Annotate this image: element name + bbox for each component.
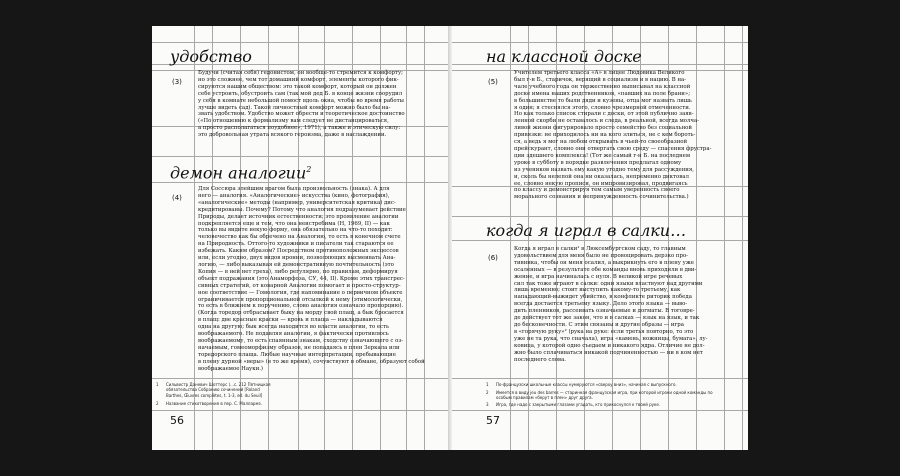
section-number: (4)	[172, 194, 182, 202]
footnote-3: 3 Игра, где надо с закрытыми глазами угадать, кто прикоснулся к твоей руке.	[486, 402, 661, 407]
section-heading-demon-analogii: демон аналогии$^2$	[170, 163, 312, 183]
page-number: 57	[486, 414, 500, 427]
grid-line-horizontal	[452, 378, 748, 379]
section-number: (3)	[172, 78, 182, 86]
footnote-1: 1 Сильвестр Даневич Шоттерс (...с. 212 Пятницкая обязательства Собранию сочинений [Roland Barthes, Œuvres complètes, t. 1-3, ed. du Seuil]	[156, 382, 271, 398]
grid-line-horizontal	[152, 156, 448, 157]
section-heading-kogda-ya-igral: когда я играл в салки…	[486, 221, 687, 240]
grid-line-horizontal	[152, 42, 448, 43]
grid-line-vertical	[742, 26, 743, 450]
section-number: (6)	[488, 254, 498, 262]
section-heading-na-klassnoy-doske: на классной доске	[486, 47, 642, 66]
section-body-udobstvo: Будучи (считая себя) гедонистом, он вообще-то стремится к комфорту; но это сложнее, чем тот домашний комфорт, элементы которого фик- сируются нашим обществом: это такой комфорт, который он должен себе устроить, обустроить сам (так мой дед Б. в конце жизни соорудил у себя в комнате небольшой помост вдоль окна, чтобы во время работы лучше видеть сад). Такой личностный комфорт можно было бы на- звать удобством. Удобство может обрести и теоретическое достоинство («По отношению к формализму вам следует не дистанцироваться, а просто располагаться поудобнее», 1971), а также и этическую силу: это добровольная утрата всякого героизма, даже в наслаждении.	[198, 70, 405, 139]
footnote-2: 2 Название стихотворения в пер. С. Маллармэ.	[156, 401, 262, 406]
section-heading-udobstvo: удобство	[170, 47, 252, 66]
page-number: 56	[170, 414, 184, 427]
grid-line-horizontal	[452, 42, 748, 43]
grid-line-horizontal	[452, 240, 748, 241]
left-page	[152, 26, 448, 450]
section-number: (5)	[488, 78, 498, 86]
grid-line-horizontal	[452, 216, 748, 217]
grid-line-horizontal	[152, 378, 448, 379]
right-page	[452, 26, 748, 450]
footnote-2: 2 Имеется в виду jeu des barres — старинная французская игра, при которой игроки одной команды по особым правилам «берут в плен» друг друга.	[486, 390, 713, 401]
footnote-1: 1 По-французски школьные классы нумеруются «сверху вниз», начиная с выпускного.	[486, 382, 677, 387]
grid-line-horizontal	[452, 410, 748, 411]
section-body-na-klassnoy-doske: Учителем третьего класса «А» в лицее Людовика Великого был г-н Б., старичок, верящий в социализм и в нацию. В на- чале учебного года он торжественно выписывал на классной доске имена наших родственников, «павших на поле брани»; в большинстве то были дяди и кузены, отца мог назвать лишь я один; я стеснялся этого, словно чрезмерной отмеченности. Но как только список стирали с доски, от этой публично заяв- ленной скорби не оставалось и следа, в реальной, всегда молча- ливой жизни фигурировало просто семейство без социальной привязки: не приходилось ни на кого злиться, не с кем бороть- ся, а ведь я мог на любом открывать в чьей-то своеобразной прейскурант, словно они отвергать свою среду — спасения фрустра- ции здешнего комплекса! (Тот же самый г-н Б. на последнем уроке в субботу в порядке развлечения предлагал одному из учеников назвать ему какую угодно тему для рассуждения, и, сколь бы нелепой она ни оказалась, непременно диктовал ее, словно некую прописи, он импровизировал, продвигаясь по классу и демонстрируя тем самым уверенность своего морального сознания и непринужденность сочинительства.)	[514, 70, 712, 201]
section-body-demon-analogii: Для Соссюра злейшим врагом была произвольность (знака). А для него — аналогия. «Аналогические» искусства (кино, фотография), «аналогические» методы (например, университетская критика) дис- кредитированы. Почему? Потому что аналогия подразумевает действие Природы, делает источник естественности; это проявление аналогии подкрепляется еще и тем, что она неистребима (Н, 1969, II) — как только вы видите некую форму, она обязательно на что-то походит: человечество как бы обречено на Аналогию, то есть в конечном счете на Природность. Оттого-то художники и писатели так стараются ее избежать. Каким образом? Посредством противоположных эксцессов или, если угодно, двух видов иронии, позволяющих высмеивать Ана- логию, — либо выказывая ей демонстративную почтительность (это Копия — в ней нет греха), либо регулярно, по правилам, деформируя объект подражания (это Анаморфоза, СУ, 44, II). Кроме этих трансгрес- сивных стратегий, от коварной Аналогии помогает и просто-структур- ное соответствие — Гомология, где напоминание о первичном объекте ограничивается пропорциональной отсылкой к нему (этимологически, то есть в ближнем к поручению, слово аналогия означало пропорцию). (Когда торедор отбрасывает быку на морду свой плащ, а бык бросается в плащ: две красные краски — кровь и плаща — накладываются одна на другую; бык всегда находится во власти аналогии, то есть воображаемого. Не подавляя аналогии, я фактически противлюсь воображаемому, то есть спаянным знакам, сходству означающего с оз- начаемым, гомеоморфизму образов, не попадаясь в плен Зеркала или торедорского плаща. Любые научные интерпретации, пребывающие в плену дурной «веры» (в то же время), сочувствуют в обмане, образуют собой воображаемое Науки.)	[198, 186, 425, 372]
section-body-kogda-ya-igral: Когда я играл в салки¹ в Люксембургском саду, то главным удовольствием для меня было не провоцировать дерзко про- тивника, чтобы он меня осалил, а выкрикнуть его в плену уже осаленных — в результате обе команды вновь приходили в дви- жение, и игра начиналась с нуля. В великой игре речевых сил так тоже играют в салки: одни языки властвуют над другими лишь временно; стоит выступить какому-то третьему, как нападающий-выжидет убийство, в конфликте риторик победа всегда достается третьему языку. Дело этого языка — выво- дить пленников, рассеивать означаемые и догматы. В тоговре- де действует тот же закон, что и в салках — язык на язык, и так до бесконечности. С этим связаны и другие образы — игра в «горячую руку»² (рука на руке: если третья повторно, то это уже не та рука, что сначала), игра «камень, ножницы, бумага», лу- ковица, у которой одно съедаем и никакого ядра. Отличие не дол- жно было сплачиваться никакой подчиненностью — ни в ком нет последнего слова.	[514, 246, 708, 363]
